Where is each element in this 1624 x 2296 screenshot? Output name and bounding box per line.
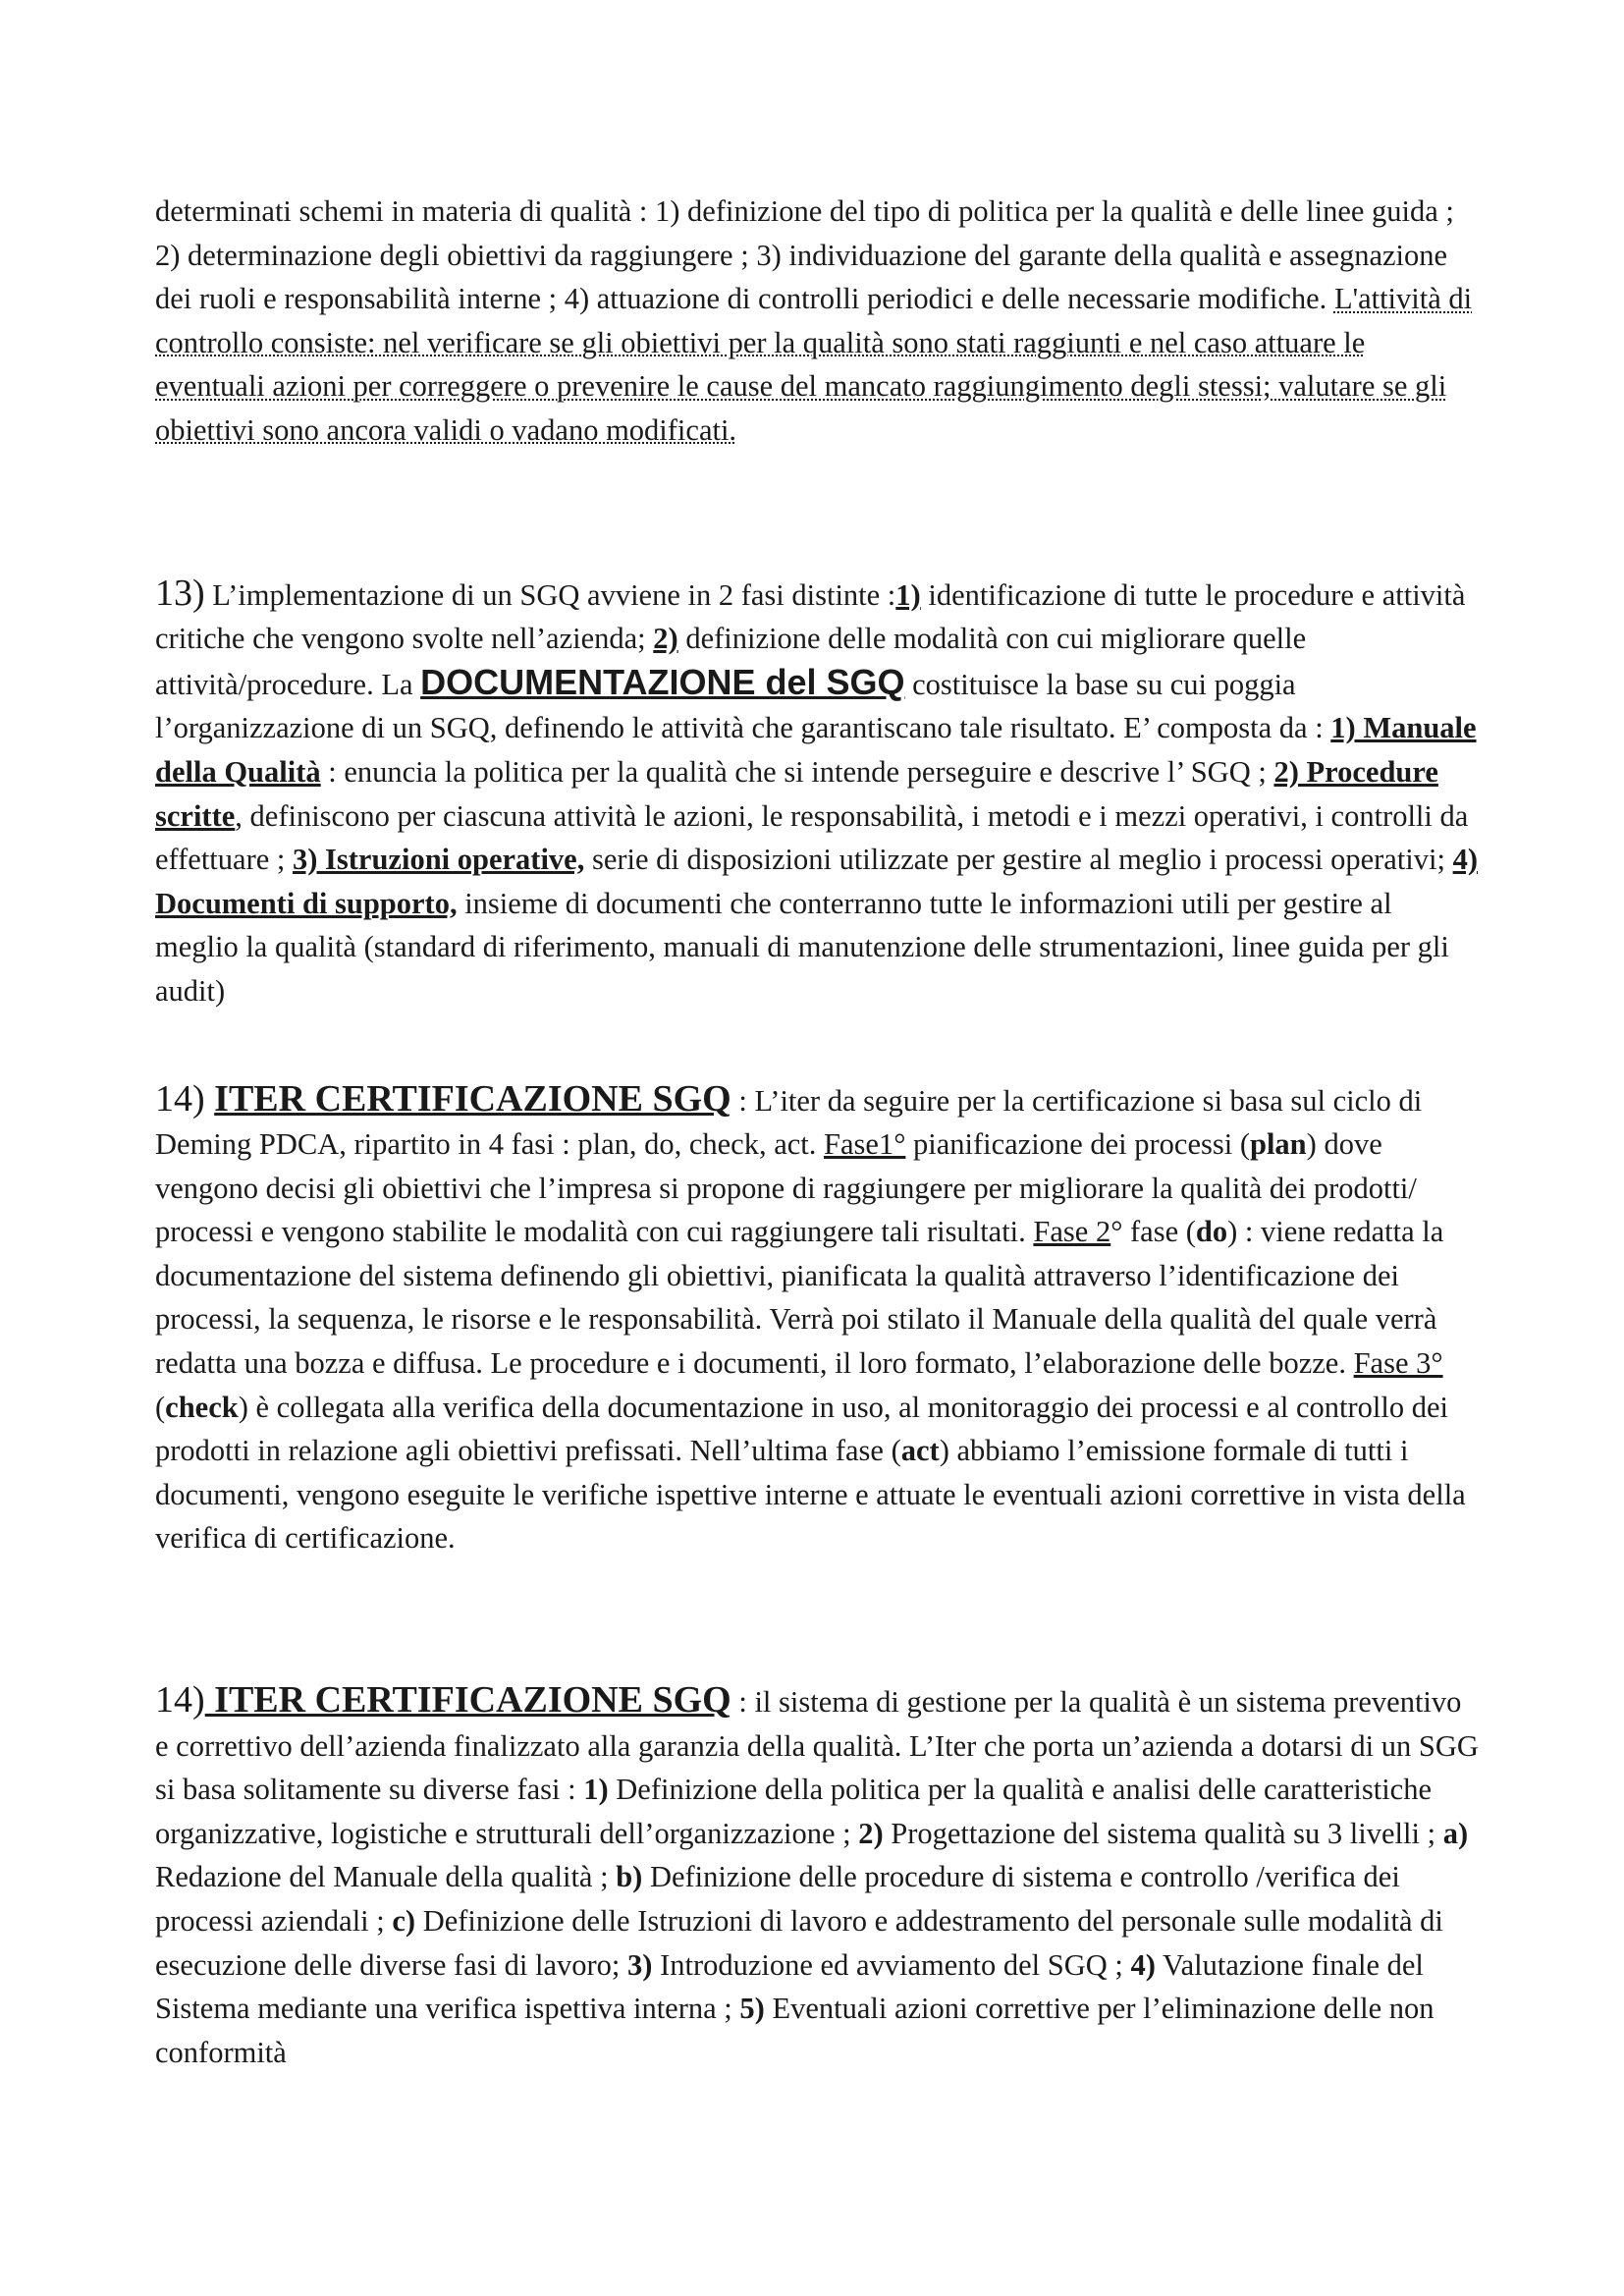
p13-text-2: identificazione di tutte le procedure e attività critiche che vengono svolte nell’azienda; xyxy=(155,577,1466,656)
p14a-do: do xyxy=(1195,1215,1228,1249)
paragraph-14-iter xyxy=(155,1678,1481,2074)
p12-underlined-text: L'attività di controllo consiste: nel verificare se gli obiettivi per la qualità sono stati raggiunti e nel caso attuare le eventuali azioni per correggere o prevenire le cause del mancato raggiungimento degli stessi; valutare se gli obiettivi sono ancora validi o vadano modificati. xyxy=(155,282,1473,447)
p14b-text-7: Introduzione ed avviamento del SGQ ; xyxy=(652,1947,1131,1982)
p14b-step-c: c) xyxy=(392,1904,416,1938)
p13-phase-2: 2) xyxy=(653,622,678,656)
p14a-act: act xyxy=(900,1434,940,1468)
section-number-14b: 14) xyxy=(155,1679,205,1722)
p13-item-manuale: 1) Manuale della Qualità xyxy=(155,711,1477,789)
p14a-text-8: ) abbiamo l’emissione formale di tutti i documenti, vengono eseguite le verifiche ispettive interne e attuate le eventuali azioni correttive in vista della verifica di certificazione. xyxy=(155,1434,1466,1556)
p14b-step-1: 1) xyxy=(583,1773,609,1807)
p14a-text-3: ) dove vengono decisi gli obiettivi che l’impresa si propone di raggiungere per migliorare la qualità dei prodotti/ processi e vengono stabilite le modalità con cui raggiungere tali risultati. xyxy=(155,1127,1417,1249)
p14b-step-4: 4) xyxy=(1130,1947,1156,1982)
p14b-text-6: Definizione delle Istruzioni di lavoro e addestramento del personale sulle modalità di esecuzione delle diverse fasi di lavoro; xyxy=(155,1904,1443,1982)
p14a-text-4: ° fase ( xyxy=(1110,1215,1196,1249)
p14b-text-2: Definizione della politica per la qualità e analisi delle caratteristiche organizzative, logistiche e strutturali dell’organizzazione ; xyxy=(155,1773,1433,1850)
p13-text-6: , definiscono per ciascuna attività le azioni, le responsabilità, i metodi e i mezzi operativi, i controlli da effettuare ; xyxy=(155,798,1469,877)
p14a-text-5: ) : viene redatta la documentazione del sistema definendo gli obiettivi, pianificata la qualità attraverso l’identificazione dei processi, la sequenza, le risorse e le responsabilità. Verrà poi stilato il Manuale della qualità del quale verrà redatta una bozza e diffusa. Le procedure e i documenti, il loro formato, l’elaborazione delle bozze. xyxy=(155,1215,1444,1381)
paragraph-13 xyxy=(155,572,1481,1013)
p14a-plan: plan xyxy=(1250,1127,1307,1162)
p14b-title: ITER CERTIFICAZIONE SGQ xyxy=(204,1679,731,1722)
p13-text-1: L’implementazione di un SGQ avviene in 2 fasi distinte : xyxy=(204,577,896,612)
p14b-step-3: 3) xyxy=(627,1947,653,1982)
p14a-check: check xyxy=(165,1390,239,1424)
paragraph-14-pdca xyxy=(155,1077,1481,1561)
p13-text-4: costituisce la base su cui poggia l’organizzazione di un SGQ, definendo le attività che garantiscano tale risultato. E’ composta da : xyxy=(155,667,1331,745)
p13-text-8: insieme di documenti che conterranno tutte le informazioni utili per gestire al meglio la qualità (standard di riferimento, manuali di manutenzione delle strumentazioni, linee guida per gli audit) xyxy=(155,886,1449,1008)
p13-text-5: : enuncia la politica per la qualità che si intende perseguire e descrive l’ SGQ ; xyxy=(320,754,1274,789)
p14b-step-b: b) xyxy=(616,1860,643,1894)
paragraph-12-continued xyxy=(155,190,1481,453)
p14a-title: ITER CERTIFICAZIONE SGQ xyxy=(214,1077,731,1120)
p14b-text-4: Redazione del Manuale della qualità ; xyxy=(155,1860,617,1894)
p13-title-documentazione: DOCUMENTAZIONE del SGQ xyxy=(420,661,905,702)
p12-text: determinati schemi in materia di qualità : 1) definizione del tipo di politica per la qualità e delle linee guida ; 2) determinazione degli obiettivi da raggiungere ; 3) individuazione del garante della qualità e assegnazione dei ruoli e responsabilità interne ; 4) attuazione di controlli periodici e delle necessarie modifiche. xyxy=(155,194,1454,316)
p14b-step-2: 2) xyxy=(858,1816,884,1850)
p14a-text-7: ) è collegata alla verifica della documentazione in uso, al monitoraggio dei processi e al controllo dei prodotti in relazione agli obiettivi prefissati. Nell’ultima fase ( xyxy=(155,1390,1448,1468)
p13-phase-1: 1) xyxy=(895,577,921,612)
p13-text-3: definizione delle modalità con cui migliorare quelle attività/procedure. La xyxy=(155,622,1307,701)
p14b-step-5: 5) xyxy=(739,1992,765,2026)
p13-text-7: serie di disposizioni utilizzate per gestire al meglio i processi operativi; xyxy=(584,843,1453,877)
p14a-fase-3: Fase 3° xyxy=(1353,1346,1443,1381)
p13-item-istruzioni: 3) Istruzioni operative, xyxy=(293,843,585,877)
p14a-text-6: ( xyxy=(155,1390,166,1424)
section-number-14a: 14) xyxy=(155,1077,215,1120)
p14a-fase-2: Fase 2 xyxy=(1033,1215,1111,1249)
p14b-text-9: Eventuali azioni correttive per l’eliminazione delle non conformità xyxy=(155,1992,1435,2069)
p14b-text-8: Valutazione finale del Sistema mediante una verifica ispettiva interna ; xyxy=(155,1947,1424,2026)
p13-item-procedure: 2) Procedure scritte xyxy=(155,754,1438,833)
p14b-text-5: Definizione delle procedure di sistema e controllo /verifica dei processi aziendali ; xyxy=(155,1860,1400,1938)
p13-item-documenti: 4) Documenti di supporto, xyxy=(155,843,1479,920)
document-page xyxy=(155,190,1481,2074)
p14a-fase-1: Fase1° xyxy=(824,1127,906,1162)
section-number-13: 13) xyxy=(155,572,205,614)
p14a-text-1: : L’iter da seguire per la certificazione si basa sul ciclo di Deming PDCA, ripartito in 4 fasi : plan, do, check, act. xyxy=(155,1083,1423,1162)
p14a-text-2: pianificazione dei processi ( xyxy=(905,1127,1250,1162)
p14b-text-1: : il sistema di gestione per la qualità è un sistema preventivo e correttivo dell’azienda finalizzato alla garanzia della qualità. L’Iter che porta un’azienda a dotarsi di un SGG si basa solitamente su diverse fasi : xyxy=(155,1685,1479,1807)
p14b-step-a: a) xyxy=(1442,1816,1469,1850)
p14b-text-3: Progettazione del sistema qualità su 3 livelli ; xyxy=(883,1816,1443,1850)
